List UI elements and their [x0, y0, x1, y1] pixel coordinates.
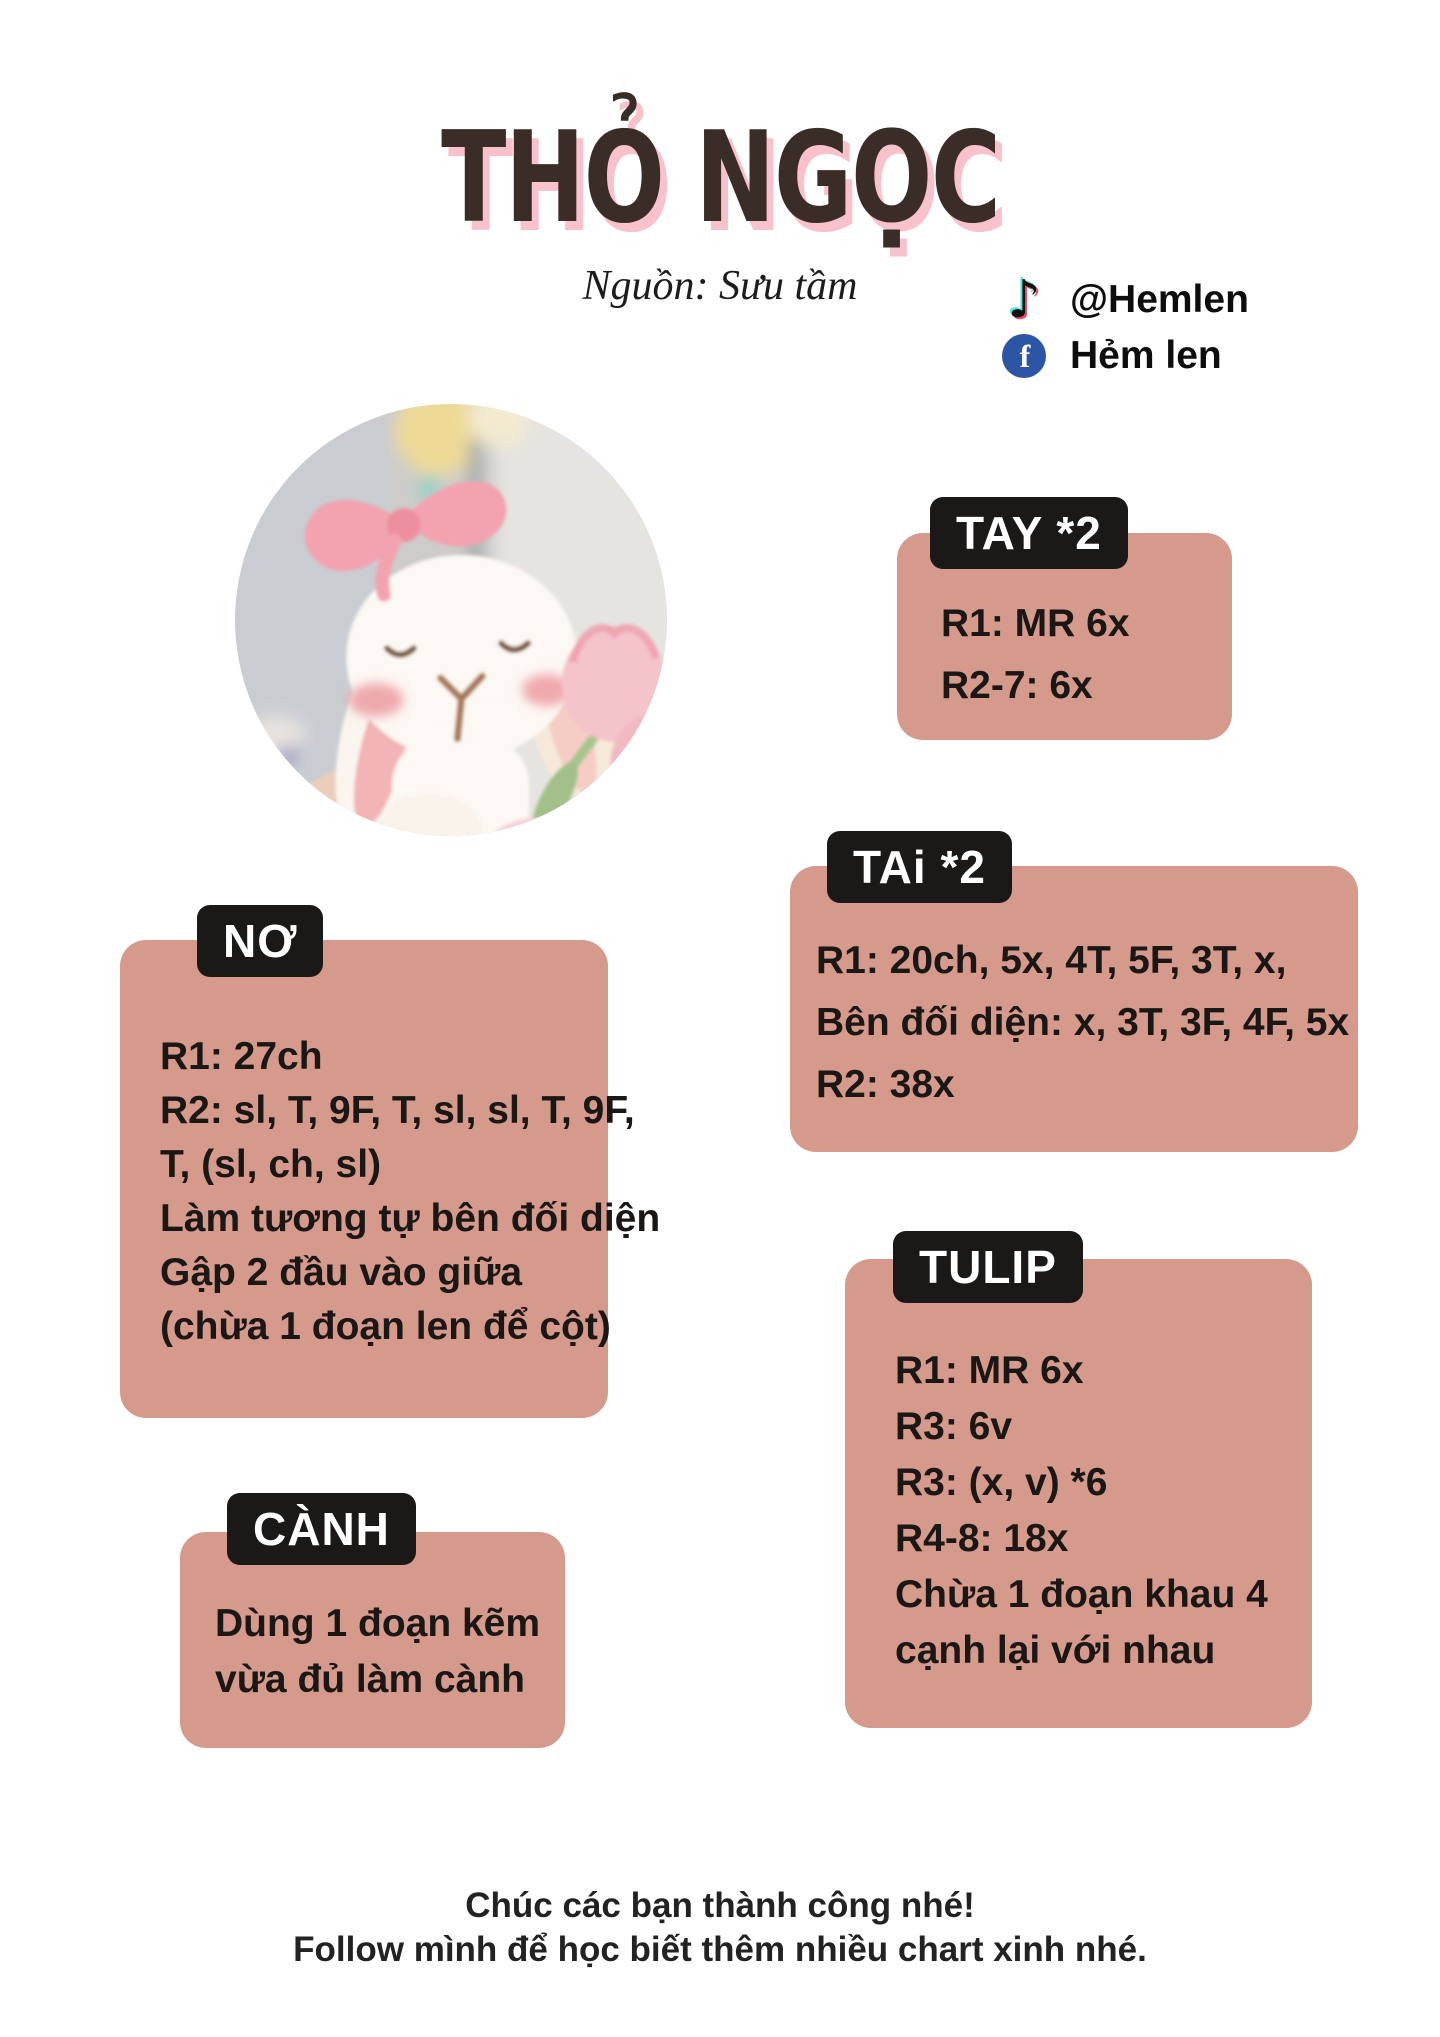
bunny-photo	[235, 404, 667, 836]
source-subtitle: Nguồn: Sưu tầm	[582, 263, 858, 309]
pattern-line: R3: (x, v) *6	[895, 1461, 1108, 1504]
facebook-handle[interactable]: Hẻm len	[1070, 334, 1222, 377]
tiktok-icon: ♪	[1007, 270, 1041, 330]
pattern-line: R1: 27ch	[160, 1035, 323, 1078]
section-label-tay: TAY *2	[930, 497, 1128, 569]
section-tulip	[845, 1259, 1312, 1728]
social-handles	[1000, 272, 1249, 384]
tiktok-handle-row[interactable]	[1000, 272, 1249, 328]
section-tai	[790, 866, 1358, 1152]
tiktok-handle[interactable]: @Hemlen	[1070, 278, 1249, 321]
footer	[0, 1884, 1440, 1972]
pattern-line: R2-7: 6x	[941, 664, 1093, 707]
section-no	[120, 940, 661, 1418]
pattern-line: R3: 6v	[895, 1405, 1013, 1448]
pattern-line: cạnh lại với nhau	[895, 1629, 1216, 1672]
pattern-line: R1: MR 6x	[941, 602, 1130, 645]
pattern-line: Bên đối diện: x, 3T, 3F, 4F, 5x	[816, 1001, 1350, 1044]
pattern-line: (chừa 1 đoạn len để cột)	[160, 1305, 611, 1348]
section-label-no: NƠ	[197, 905, 323, 977]
pattern-line: R2: 38x	[816, 1063, 955, 1106]
pattern-line: Gập 2 đầu vào giữa	[160, 1251, 523, 1294]
section-label-tai: TAi *2	[827, 831, 1012, 903]
pattern-line: vừa đủ làm cành	[215, 1658, 526, 1701]
pattern-line: T, (sl, ch, sl)	[160, 1143, 382, 1186]
page-title: THỎ NGỌC	[440, 104, 1000, 251]
facebook-icon: f	[1000, 334, 1048, 378]
pattern-line: R2: sl, T, 9F, T, sl, sl, T, 9F,	[160, 1089, 635, 1132]
footer-line2: Follow mình để học biết thêm nhiều chart xinh nhé.	[293, 1930, 1147, 1969]
section-label-canh: CÀNH	[227, 1493, 416, 1565]
pattern-line: Chừa 1 đoạn khau 4	[895, 1573, 1268, 1616]
pattern-line: R1: 20ch, 5x, 4T, 5F, 3T, x,	[816, 939, 1287, 982]
pattern-line: Làm tương tự bên đối diện	[160, 1197, 661, 1240]
footer-line1: Chúc các bạn thành công nhé!	[465, 1886, 975, 1925]
section-label-tulip: TULIP	[893, 1231, 1083, 1303]
pattern-line: R1: MR 6x	[895, 1349, 1084, 1392]
pattern-line: R4-8: 18x	[895, 1517, 1069, 1560]
bunny-illustration	[235, 404, 667, 836]
facebook-handle-row[interactable]	[1000, 328, 1249, 384]
pattern-line: Dùng 1 đoạn kẽm	[215, 1602, 541, 1645]
